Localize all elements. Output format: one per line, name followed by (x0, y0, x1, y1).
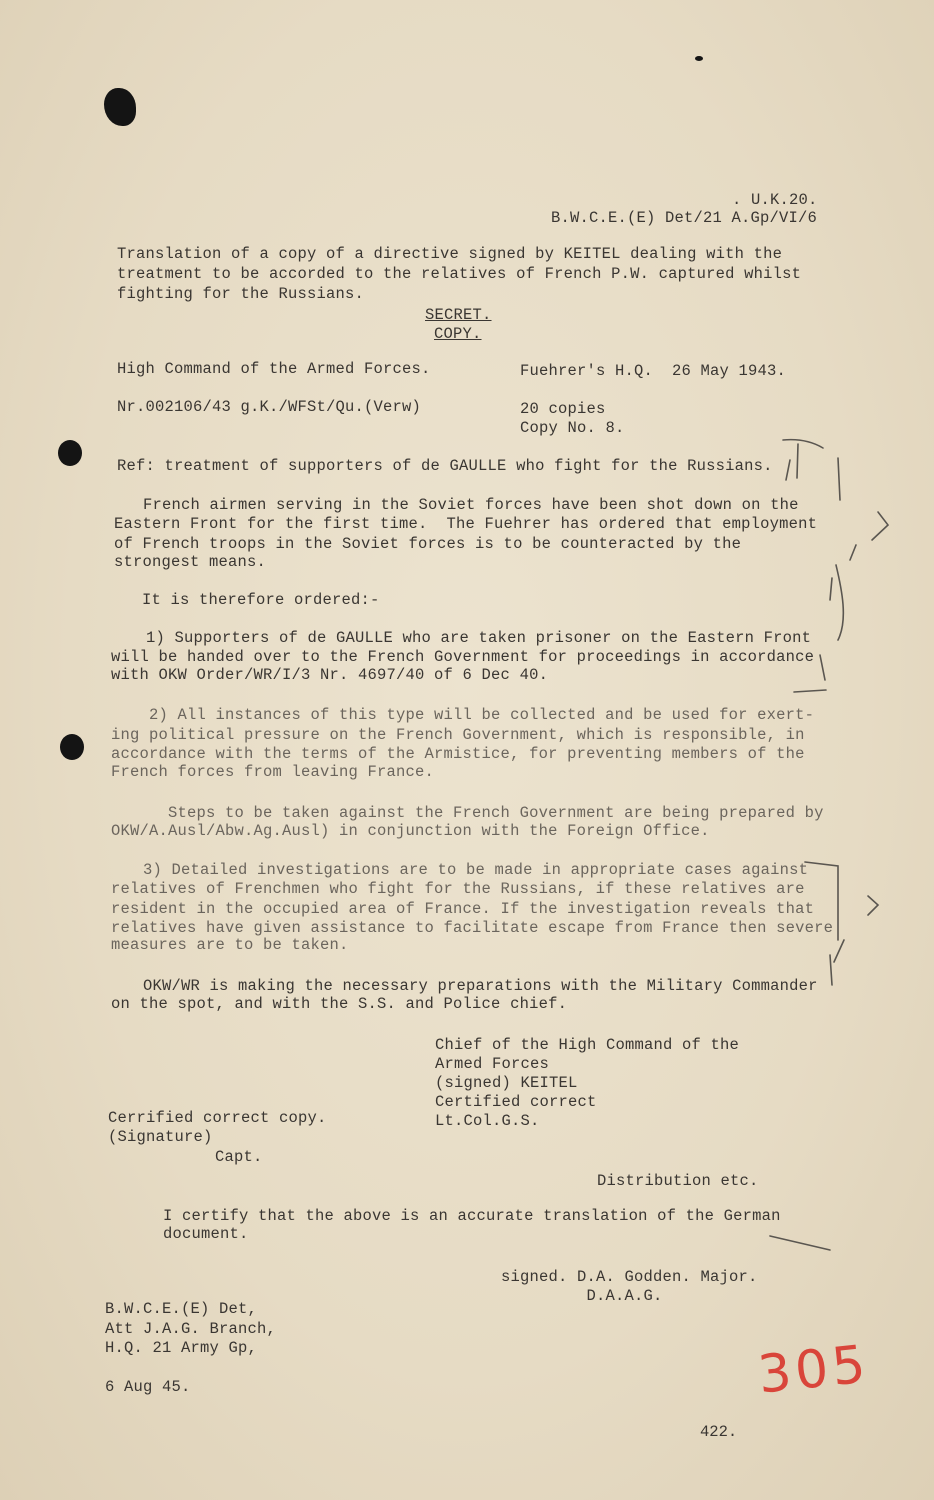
pencil-mark (836, 565, 843, 640)
certified-line: Cerrified correct copy. (108, 1109, 327, 1127)
ordered-line: It is therefore ordered:- (142, 591, 380, 609)
pencil-mark (770, 1236, 830, 1250)
address-line: B.W.C.E.(E) Det, (105, 1300, 258, 1318)
signature-line: (signed) KEITEL (435, 1074, 578, 1092)
certify-line: I certify that the above is an accurate translation of the German (125, 1207, 781, 1225)
pencil-mark (830, 955, 832, 985)
signature-line: Chief of the High Command of the (435, 1036, 740, 1054)
pencil-mark (805, 862, 838, 940)
item3-line: 3) Detailed investigations are to be made in appropriate cases against (105, 861, 809, 879)
item3-line: relatives of Frenchmen who fight for the Russians, if these relatives are (111, 880, 805, 898)
item3-line: relatives have given assistance to facilitate escape from France then severe (111, 919, 834, 937)
reference-line: Ref: treatment of supporters of de GAULLE who fight for the Russians. (117, 457, 773, 475)
handwritten-number-text: 305 (755, 1334, 873, 1406)
signed-line: D.A.A.G. (501, 1287, 663, 1305)
issuer-right-3: Copy No. 8. (520, 419, 625, 437)
address-line: Att J.A.G. Branch, (105, 1320, 277, 1338)
date-line: 6 Aug 45. (105, 1378, 191, 1396)
item2-line: ing political pressure on the French Government, which is responsible, in (111, 726, 805, 744)
item3-line: measures are to be taken. (111, 936, 349, 954)
distribution-line: Distribution etc. (597, 1172, 759, 1190)
issuer-right-1: Fuehrer's H.Q. 26 May 1943. (520, 362, 787, 380)
item1-line: 1) Supporters of de GAULLE who are taken prisoner on the Eastern Front (108, 629, 812, 647)
signature-line: Lt.Col.G.S. (435, 1112, 540, 1130)
intro-line: treatment to be accorded to the relatives of French P.W. captured whilst (117, 265, 802, 283)
item1-line: with OKW Order/WR/I/3 Nr. 4697/40 of 6 Dec 40. (111, 666, 549, 684)
pencil-mark (838, 458, 840, 500)
para1-line: French airmen serving in the Soviet forces have been shot down on the (105, 496, 799, 514)
issuer-right-2: 20 copies (520, 400, 606, 418)
steps-line: Steps to be taken against the French Government are being prepared by (111, 804, 824, 822)
para1-line: strongest means. (114, 553, 267, 571)
certified-line: Capt. (158, 1148, 263, 1166)
copy-label: COPY. (434, 325, 482, 343)
intro-line: fighting for the Russians. (117, 285, 365, 303)
pencil-mark (794, 690, 826, 692)
issuer-left-2: Nr.002106/43 g.K./WFSt/Qu.(Verw) (117, 398, 422, 416)
signed-line: signed. D.A. Godden. Major. (501, 1268, 758, 1286)
pencil-mark (786, 460, 790, 480)
signature-line: Certified correct (435, 1093, 597, 1111)
page-number: 422. (700, 1423, 738, 1441)
ref-line-2: B.W.C.E.(E) Det/21 A.Gp/VI/6 (551, 209, 818, 227)
intro-line: Translation of a copy of a directive signed by KEITEL dealing with the (117, 245, 783, 263)
secret-label: SECRET. (425, 306, 492, 324)
item2-line: accordance with the terms of the Armistice, for preventing members of the (111, 745, 805, 763)
pencil-mark (834, 940, 844, 962)
pencil-mark (820, 655, 825, 680)
pencil-mark (830, 578, 832, 600)
certified-line: (Signature) (108, 1128, 213, 1146)
ref-line-1: . U.K.20. (732, 191, 818, 209)
item2-line: French forces from leaving France. (111, 763, 435, 781)
pencil-mark (868, 896, 878, 915)
para1-line: of French troops in the Soviet forces is to be counteracted by the (114, 535, 742, 553)
certify-line: document. (125, 1225, 249, 1243)
item1-line: will be handed over to the French Government for proceedings in accordance (111, 648, 815, 666)
para1-line: Eastern Front for the first time. The Fuehrer has ordered that employment (114, 515, 818, 533)
steps-line: OKW/A.Ausl/Abw.Ag.Ausl) in conjunction with the Foreign Office. (111, 822, 710, 840)
okw-line: on the spot, and with the S.S. and Police chief. (111, 995, 568, 1013)
address-line: H.Q. 21 Army Gp, (105, 1339, 258, 1357)
issuer-left-1: High Command of the Armed Forces. (117, 360, 431, 378)
pencil-mark (872, 512, 888, 540)
pencil-mark (850, 545, 856, 560)
signature-line: Armed Forces (435, 1055, 550, 1073)
item3-line: resident in the occupied area of France. If the investigation reveals that (111, 900, 815, 918)
pencil-mark (783, 440, 823, 448)
okw-line: OKW/WR is making the necessary preparations with the Military Commander (105, 977, 818, 995)
item2-line: 2) All instances of this type will be collected and be used for exert- (111, 706, 815, 724)
pencil-mark (797, 444, 798, 478)
